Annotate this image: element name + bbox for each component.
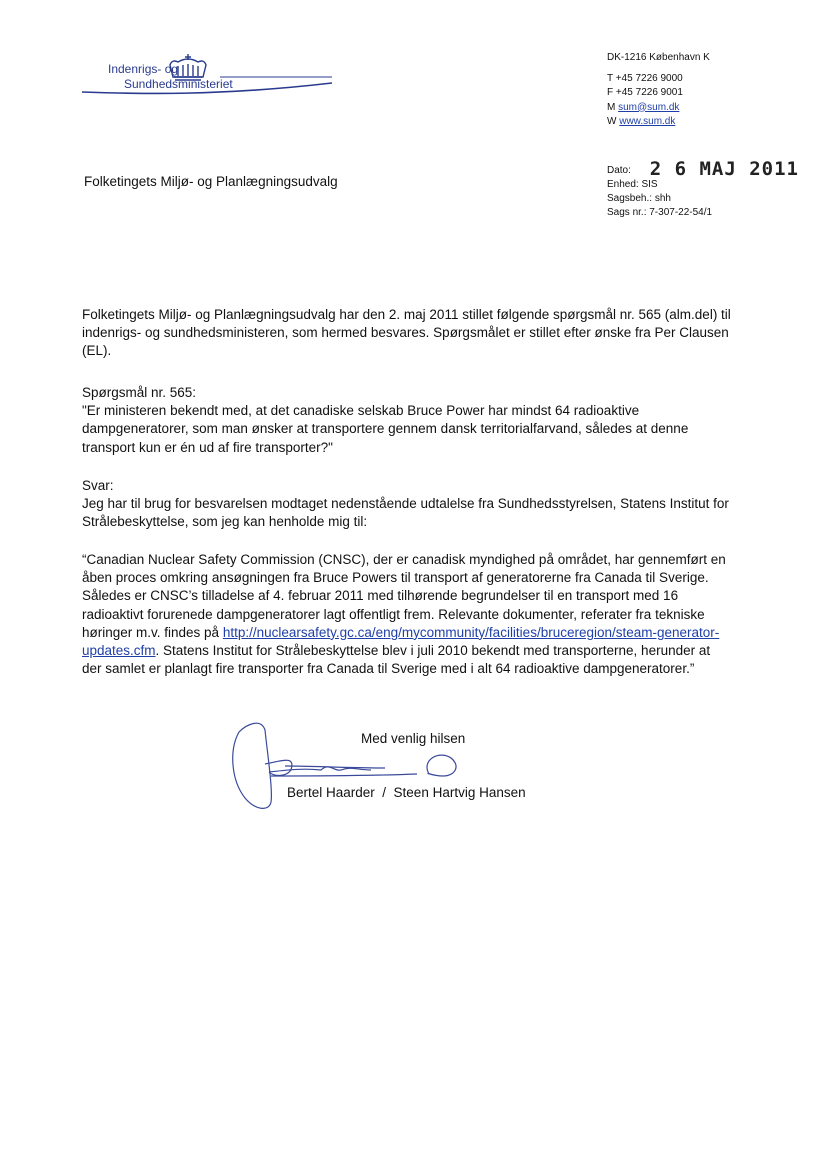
answer-heading: Svar: — [82, 478, 114, 493]
web-prefix: W — [607, 116, 617, 127]
question-line: transport kun er én ud af fire transporter?" — [82, 439, 333, 455]
fax: F +45 7226 9001 — [607, 87, 683, 98]
cnsc-link-continued[interactable]: updates.cfm — [82, 643, 156, 659]
website-link[interactable]: www.sum.dk — [619, 116, 676, 127]
quote-line — [82, 642, 754, 660]
contact-block — [607, 51, 710, 130]
logo-line-2: Sundhedsministeriet — [124, 77, 233, 91]
question-line: dampgeneratorer, som man ønsker at transportere gennem dansk territorialfarvand, således at denne — [82, 421, 689, 437]
case-number: Sags nr.: 7-307-22-54/1 — [607, 207, 713, 218]
intro-paragraph — [82, 306, 754, 361]
quote-line — [82, 624, 754, 642]
intro-line: indenrigs- og sundhedsministeren, som hermed besvares. Spørgsmålet er stillet efter ønske fra Per Clausen — [82, 325, 729, 341]
address: DK-1216 København K — [607, 52, 710, 63]
recipient: Folketingets Miljø- og Planlægningsudvalg — [84, 174, 338, 189]
phone: T +45 7226 9000 — [607, 72, 683, 84]
quote-line: åben proces omkring ansøgningen fra Bruce Powers til transport af generatorerne fra Canada til Sverige. — [82, 570, 709, 586]
date-stamp: 2 6 MAJ 2011 — [649, 158, 799, 180]
quote-line: der samlet er planlagt fire transporter fra Canada til Sverige med i alt 64 radioaktive dampgeneratorer.” — [82, 661, 695, 677]
answer-line: Strålebeskyttelse, som jeg kan henholde mig til: — [82, 514, 368, 530]
signatory-names: Bertel Haarder / Steen Hartvig Hansen — [287, 785, 526, 800]
quote-line: radioaktivt forurenede dampgeneratorer lagt offentligt frem. Relevante dokumenter, referater fra tekniske — [82, 606, 705, 622]
email-link[interactable]: sum@sum.dk — [618, 101, 680, 113]
document-meta — [607, 160, 799, 220]
date-label: Dato: — [607, 165, 631, 176]
quote-line-text: . Statens Institut for Strålebeskyttelse blev i juli 2010 bekendt med transporterne, herunder at — [155, 643, 711, 659]
question-section — [82, 384, 754, 457]
intro-line: (EL). — [82, 343, 112, 359]
closing-greeting: Med venlig hilsen — [361, 731, 466, 746]
quote-line: Således er CNSC’s tilladelse af 4. februar 2011 med tilhørende begrundelser til en transport med 16 — [82, 588, 679, 604]
ministry-logo — [80, 50, 340, 100]
answer-section — [82, 477, 754, 532]
unit: Enhed: SIS — [607, 179, 658, 190]
mail-prefix: M — [607, 101, 616, 113]
cnsc-link[interactable]: http://nuclearsafety.gc.ca/eng/mycommunity/facilities/bruceregion/steam-generator- — [222, 624, 720, 640]
quote-line: “Canadian Nuclear Safety Commission (CNSC), der er canadisk myndighed på området, har gennemført en — [82, 552, 726, 567]
quote-line-text: høringer m.v. findes på — [82, 624, 223, 640]
question-heading: Spørgsmål nr. 565: — [82, 385, 197, 400]
intro-line: Folketingets Miljø- og Planlægningsudvalg har den 2. maj 2011 stillet følgende spørgsmål nr. 565 (alm.del) til — [82, 307, 731, 322]
case-officer: Sagsbeh.: shh — [607, 193, 671, 204]
quote-paragraph — [82, 551, 754, 678]
answer-line: Jeg har til brug for besvarelsen modtaget nedenstående udtalelse fra Sundhedsstyrelsen, Statens Institut for — [82, 496, 729, 512]
logo-line-1: Indenrigs- og — [108, 62, 179, 76]
question-line: "Er ministeren bekendt med, at det canadiske selskab Bruce Power har mindst 64 radioaktive — [82, 403, 640, 419]
